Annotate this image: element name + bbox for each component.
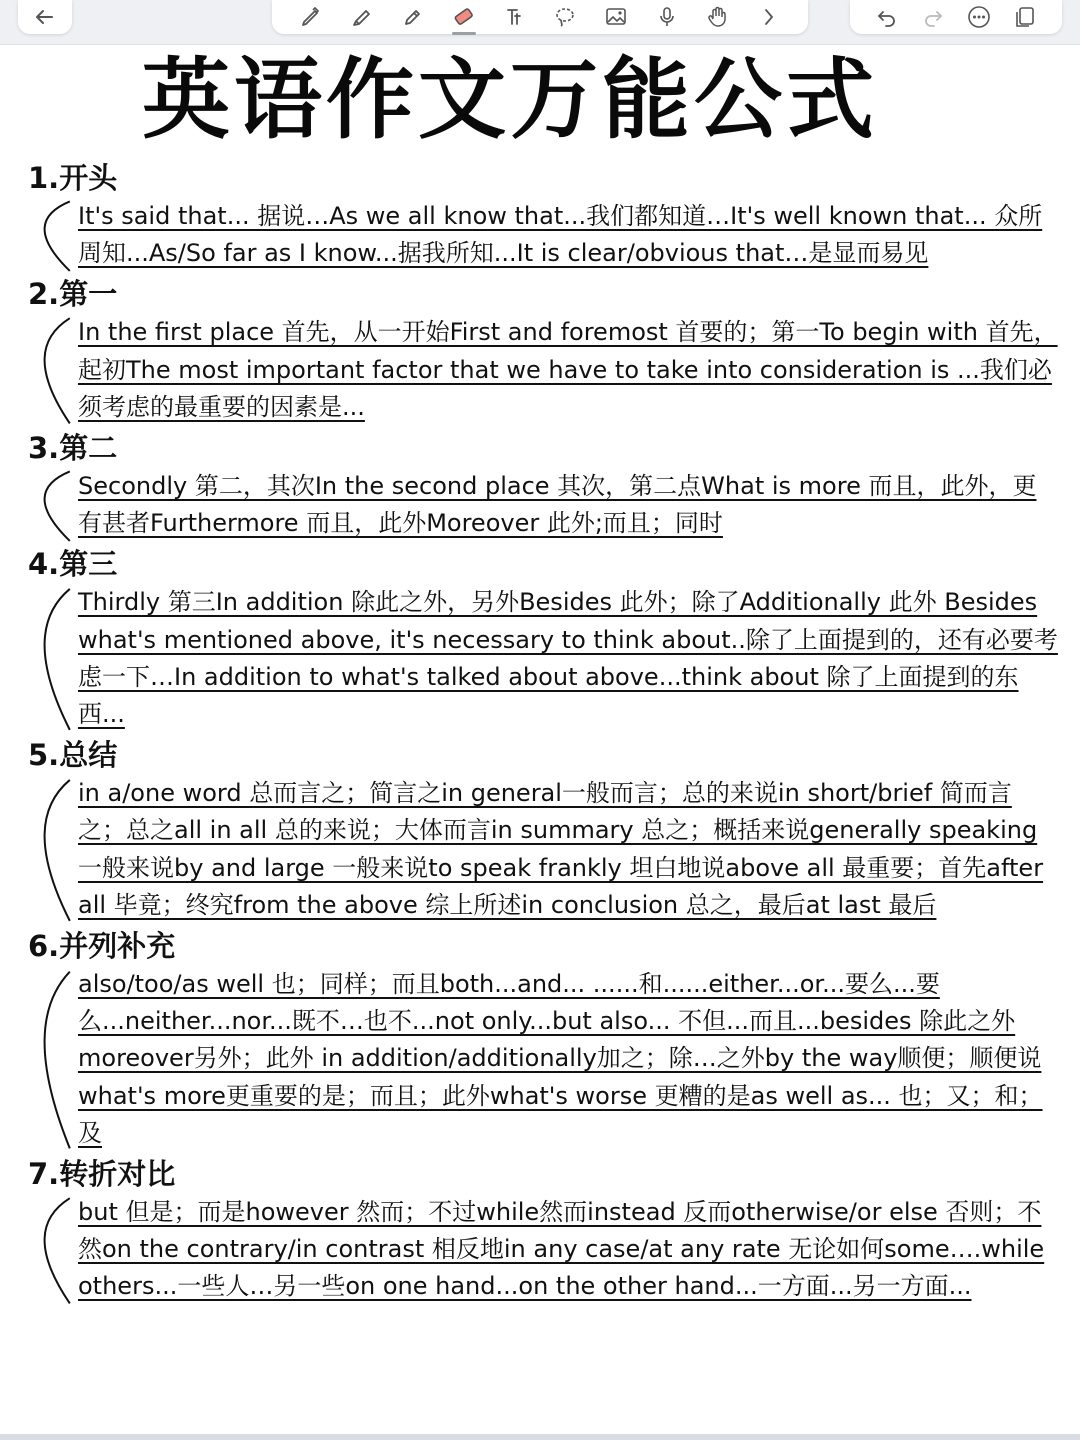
redo-icon[interactable] [918,2,948,32]
brace-icon [32,200,74,272]
top-toolbar [0,0,1080,45]
section-text [78,775,1058,926]
eraser-icon[interactable] [449,2,479,32]
back-button[interactable] [18,0,72,34]
section-addition [0,926,1080,1154]
section-text [78,966,1058,1154]
section-body: It's said that... 据说…As we all know that...我们都知道…It's well known that... 众所周知...As/So far as I know...据我所知...It is clear/obvious that…是显而易见 [78,202,1043,268]
more-icon[interactable] [964,2,994,32]
section-body: but 但是；而是however 然而；不过while然而instead 反而otherwise/or else 否则；不然on the contrary/in contrast 相反地in any case/at any rate 无论如何some….while others...一些人…另一些on one hand...on the other hand...一方面...另一方面... [78,1198,1045,1301]
pages-icon[interactable] [1010,2,1040,32]
brace-icon [32,316,74,426]
section-contrast [0,1154,1080,1308]
history-tools [850,0,1062,34]
undo-icon[interactable] [872,2,902,32]
chevron-right-icon[interactable] [754,2,784,32]
brace-icon [32,968,74,1152]
section-heading: 3.第二 [28,431,118,466]
section-third [0,544,1080,735]
section-body: Thirdly 第三In addition 除此之外，另外Besides 此外；除了Additionally 此外 Besides what's mentioned above, it's necessary to think about..除了上面提到的，还有必要考虑一下…In addition to what's talked about above...think about 除了上面提到的东西... [78,588,1058,729]
lasso-icon[interactable] [550,2,580,32]
section-text [78,314,1058,428]
section-text [78,584,1058,735]
section-first [0,274,1080,428]
text-icon[interactable] [500,2,530,32]
section-heading: 7.转折对比 [28,1157,176,1192]
back-arrow-icon[interactable] [32,2,58,32]
section-text [78,468,1058,544]
section-second [0,428,1080,544]
section-summary [0,735,1080,926]
sections-list [0,158,1080,1308]
section-body: in a/one word 总而言之；简言之in general一般而言；总的来说in short/brief 简而言之；总之all in all 总的来说；大体而言in summary 总之；概括来说generally speaking一般来说by and large 一般来说to speak frankly 坦白地说above all 最重要；首先after all 毕竟；终究from the above 综上所述in conclusion 总之，最后at last 最后 [78,779,1044,919]
brace-icon [32,586,74,733]
section-heading: 1.开头 [28,161,118,195]
highlighter-icon[interactable] [347,2,377,32]
section-text [78,198,1058,274]
drawing-tools [272,0,808,34]
brace-icon [32,777,74,924]
hand-icon[interactable] [703,2,733,32]
brace-icon [32,470,74,542]
section-text [78,1194,1058,1308]
brace-icon [32,1196,74,1306]
section-body: In the first place 首先，从一开始First and foremost 首要的；第一To begin with 首先，起初The most important factor that we have to take into consideration is ...我们必须考虑的最重要的因素是... [78,318,1058,421]
page-title: 英语作文万能公式 [141,48,878,151]
section-body: also/too/as well 也；同样；而且both...and... ......和......either...or...要么...要么...neither...nor...既不…也不...not only...but also... 不但...而且...besides 除此之外moreover另外；此外 in addition/additionally加之；除…之外by the way顺便；顺便说what's more更重要的是；而且；此外what's worse 更糟的是as well as... 也；又；和；及 [78,970,1043,1147]
marker-icon[interactable] [398,2,428,32]
image-icon[interactable] [601,2,631,32]
bottom-bar [0,1434,1080,1440]
section-heading: 6.并列补充 [28,929,176,964]
section-body: Secondly 第二，其次In the second place 其次，第二点What is more 而且，此外，更有甚者Furthermore 而且，此外Moreover 此外;而且；同时 [78,472,1037,538]
section-heading: 4.第三 [28,547,118,582]
section-heading: 5.总结 [28,738,118,773]
section-opening [0,158,1080,274]
microphone-icon[interactable] [652,2,682,32]
pen-icon[interactable] [296,2,326,32]
section-heading: 2.第一 [28,277,118,312]
